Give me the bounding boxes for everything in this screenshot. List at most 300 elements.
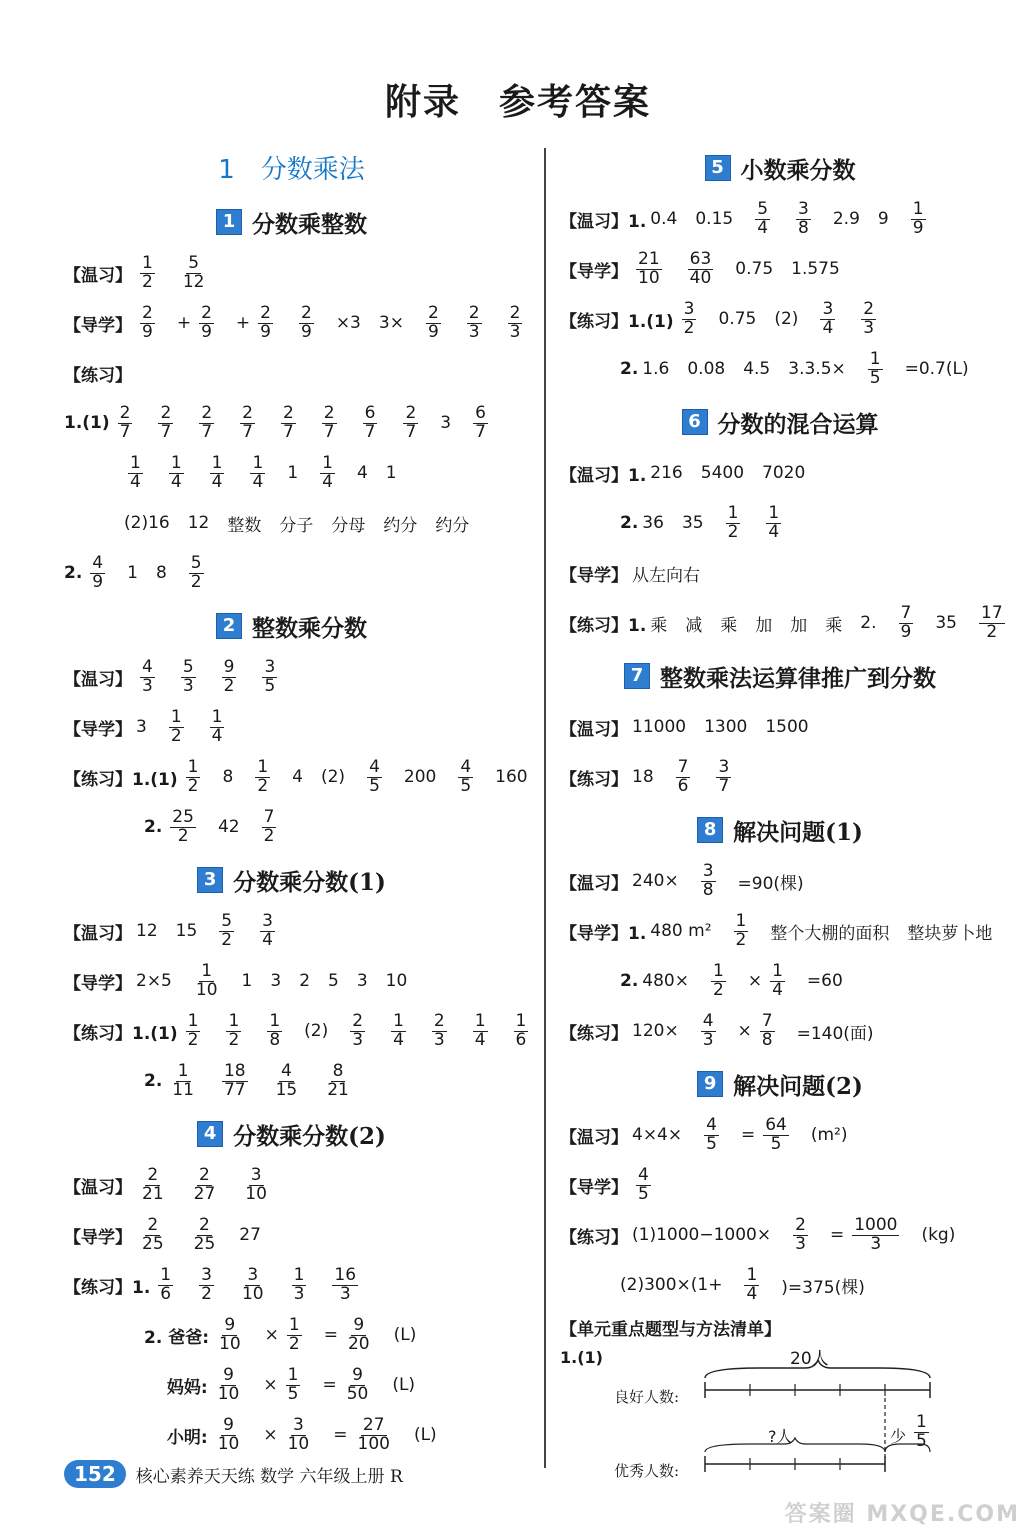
- less-brace: [885, 1444, 930, 1452]
- total-label: 20人: [790, 1349, 829, 1369]
- left-column: [64, 150, 528, 1460]
- answer-text: 约分: [383, 515, 418, 536]
- numerator: 64: [765, 1114, 787, 1135]
- unknown-count-label: ?人: [768, 1427, 793, 1446]
- fraction: [744, 1264, 759, 1304]
- answer-item: [414, 1425, 437, 1445]
- fraction: [676, 756, 691, 796]
- answer-item: [263, 1375, 277, 1395]
- denominator: 4: [772, 979, 783, 1000]
- answer-text: 约分: [435, 515, 470, 536]
- answer-tag: 【练习】1.: [560, 615, 647, 636]
- answer-tag: 【练习】: [560, 1227, 628, 1248]
- fraction: [189, 552, 204, 592]
- denominator: 5: [264, 675, 276, 696]
- fraction: [292, 1264, 307, 1304]
- answer-text: 3.3.5×: [788, 359, 846, 379]
- answer-tag: 【练习】: [560, 1023, 628, 1044]
- numerator: 17: [981, 602, 1003, 623]
- numerator: 9: [223, 1364, 234, 1385]
- answer-text: =: [333, 1425, 348, 1445]
- good-count-label: 良好人数:: [614, 1388, 680, 1406]
- answer-item: [177, 252, 211, 292]
- answer-text: 2.9: [832, 209, 860, 229]
- fraction: [793, 1214, 808, 1254]
- answer-line: [64, 1310, 519, 1360]
- fraction: [403, 402, 418, 442]
- denominator: 4: [393, 1029, 404, 1050]
- answer-item: [792, 198, 815, 238]
- answer-tag: 【导学】: [64, 315, 132, 336]
- denominator: 4: [746, 1283, 758, 1304]
- denominator: 5: [869, 367, 881, 388]
- numerator: 4: [280, 1060, 292, 1081]
- denominator: 9: [92, 571, 104, 592]
- section-heading: [560, 404, 1000, 440]
- answer-item: [440, 413, 451, 433]
- answer-item: [975, 602, 1009, 642]
- answer-text: 1.575: [791, 259, 840, 279]
- answer-line: [560, 1110, 1000, 1160]
- section-title: 整数乘法运算律推广到分数: [660, 664, 936, 692]
- section-number-badge: 1: [216, 209, 242, 235]
- answer-tag: 【导学】: [560, 261, 628, 282]
- fraction: [286, 1364, 301, 1404]
- numerator: 2: [509, 302, 521, 323]
- answer-text: =90(棵): [737, 873, 804, 894]
- answer-item: [166, 806, 200, 846]
- answer-item: [762, 463, 805, 483]
- section-heading: [64, 608, 519, 644]
- answer-item: [685, 611, 702, 636]
- answer-item: [154, 402, 177, 442]
- denominator: 10: [638, 267, 660, 288]
- right-sections: [560, 150, 1003, 1310]
- numerator: 1: [912, 198, 924, 219]
- answer-item: [254, 302, 277, 342]
- answer-item: [236, 1264, 270, 1304]
- denominator: 50: [346, 1383, 369, 1404]
- section-number-badge: 4: [197, 1121, 223, 1147]
- answer-item: [759, 1114, 793, 1154]
- numerator: 2: [201, 302, 212, 323]
- answer-line: [560, 1260, 1000, 1310]
- total-brace: [705, 1360, 930, 1378]
- answer-text: 减: [685, 615, 703, 636]
- denominator: 2: [142, 271, 153, 292]
- answer-text: (m²): [810, 1125, 848, 1145]
- answer-item: [383, 511, 417, 536]
- answer-line: [64, 652, 519, 702]
- answer-item: [333, 1425, 347, 1445]
- numerator: 1: [211, 452, 223, 473]
- answer-item: [504, 302, 527, 342]
- numerator: 7: [263, 806, 275, 827]
- answer-text: 乘: [825, 615, 843, 636]
- denominator: 2: [735, 929, 747, 950]
- denominator: 11: [172, 1079, 194, 1100]
- answer-line: [64, 906, 519, 956]
- answer-item: [206, 452, 229, 492]
- answer-item: [632, 1125, 682, 1145]
- numerator: 1: [257, 756, 269, 777]
- answer-item: [206, 706, 229, 746]
- answer-item: [258, 806, 281, 846]
- numerator: 2: [323, 402, 335, 423]
- answer-item: [907, 198, 930, 238]
- numerator: 4: [702, 1010, 714, 1031]
- answer-item: [165, 706, 188, 746]
- fraction: [852, 1214, 899, 1254]
- answer-item: [236, 402, 259, 442]
- answer-item: [265, 1325, 279, 1345]
- answer-item: [650, 921, 711, 941]
- numerator: 2: [147, 1164, 159, 1185]
- answer-item: [632, 1164, 655, 1204]
- answer-text: ×: [264, 1325, 279, 1345]
- answer-line: [64, 348, 519, 398]
- answer-line: [64, 1056, 519, 1106]
- numerator: 2: [119, 402, 131, 423]
- answer-line: [64, 398, 519, 448]
- answer-item: [735, 259, 773, 279]
- answer-item: [632, 1225, 771, 1245]
- answer-item: [741, 1125, 755, 1145]
- section-title: 解决问题(1): [733, 818, 863, 846]
- section-number-badge: 8: [697, 817, 723, 843]
- answer-text: 27: [239, 1225, 261, 1245]
- denominator: 21: [142, 1183, 164, 1204]
- answer-item: [632, 561, 700, 586]
- answer-item: [935, 613, 957, 633]
- answer-text: 11000: [632, 717, 687, 737]
- answer-text: 8: [222, 767, 234, 787]
- answer-text: =60: [806, 971, 843, 991]
- section-title: 小数乘分数: [740, 156, 856, 184]
- numerator: 1: [727, 502, 739, 523]
- answer-text: 1: [127, 563, 138, 583]
- answer-line: [64, 802, 519, 852]
- fraction: [688, 248, 714, 288]
- segment-svg: [560, 1348, 1000, 1498]
- answer-item: [650, 463, 682, 483]
- numerator: 1: [869, 348, 881, 369]
- numerator: 1: [142, 252, 153, 273]
- answer-tag: 【温习】: [64, 923, 132, 944]
- denominator: 7: [475, 421, 486, 442]
- answer-item: [242, 971, 253, 991]
- answer-text: 35: [681, 513, 704, 533]
- less-label: 少: [890, 1427, 907, 1446]
- chapter-title: 1 分数乘法: [218, 155, 365, 185]
- answer-item: [770, 919, 889, 944]
- numerator: 9: [224, 1314, 236, 1335]
- numerator: 2: [201, 402, 213, 423]
- fraction: [363, 402, 378, 442]
- footer: [64, 1458, 403, 1490]
- denominator: 7: [718, 775, 730, 796]
- fraction: [367, 756, 382, 796]
- answer-line: [560, 194, 1000, 244]
- answer-item: [213, 1314, 247, 1354]
- answer-item: [263, 1425, 277, 1445]
- answer-item: [177, 313, 191, 333]
- answer-text: 240×: [632, 871, 679, 891]
- answer-item: [195, 1264, 218, 1304]
- fraction: [426, 302, 441, 342]
- fraction: [219, 910, 234, 950]
- answer-item: [386, 463, 397, 483]
- fraction: [267, 1010, 282, 1050]
- denominator: 7: [119, 421, 131, 442]
- answer-item: [766, 960, 789, 1000]
- answer-text: 216: [650, 463, 683, 483]
- answer-text: (2): [304, 1021, 329, 1041]
- answer-text: +: [235, 313, 251, 333]
- denominator: 5: [706, 1133, 717, 1154]
- denominator: 2: [228, 1029, 240, 1050]
- answer-line: [560, 906, 1000, 956]
- numerator: 4: [92, 552, 104, 573]
- denominator: 4: [211, 471, 223, 492]
- fraction: [763, 1114, 789, 1154]
- answer-item: [321, 1060, 355, 1100]
- fraction: [140, 1214, 166, 1254]
- fraction: [755, 198, 770, 238]
- fraction: [979, 602, 1005, 642]
- fraction: [199, 302, 214, 342]
- answer-item: [722, 502, 745, 542]
- answer-item: [905, 359, 969, 379]
- fraction: [140, 656, 155, 696]
- section-number-badge: 9: [697, 1071, 723, 1097]
- answer-item: [136, 302, 159, 342]
- answer-line: [560, 1210, 1000, 1260]
- section-title: 解决问题(2): [733, 1072, 863, 1100]
- answer-item: [136, 717, 147, 737]
- denominator: 7: [364, 421, 376, 442]
- answer-item: [642, 513, 664, 533]
- answer-item: [188, 513, 210, 533]
- denominator: 3: [468, 321, 480, 342]
- answer-item: [283, 1314, 306, 1354]
- numerator: 9: [353, 1314, 365, 1335]
- answer-tag: 2.: [620, 513, 639, 533]
- line-segment-diagram: [560, 1348, 1000, 1498]
- numerator: 6: [475, 402, 486, 423]
- fraction: [158, 402, 173, 442]
- fraction: [322, 402, 337, 442]
- fraction: [514, 1010, 529, 1050]
- answer-text: =0.7(L): [904, 359, 969, 379]
- numerator: 3: [293, 1414, 304, 1435]
- section-number-badge: 2: [216, 613, 242, 639]
- answer-item: [342, 1314, 376, 1354]
- answer-text: (1)1000−1000×: [632, 1225, 772, 1245]
- answer-item: [185, 552, 208, 592]
- denominator: 4: [170, 471, 182, 492]
- fraction: [192, 1164, 218, 1204]
- numerator: 2: [433, 1010, 445, 1031]
- answer-item: [678, 298, 701, 338]
- fraction: [704, 1114, 719, 1154]
- answer-line: [560, 498, 1000, 548]
- answer-line: [64, 1006, 527, 1056]
- fraction: [217, 1314, 243, 1354]
- answer-tag: 【导学】: [64, 719, 132, 740]
- answer-item: [346, 1010, 369, 1050]
- answer-text: (L): [393, 1325, 417, 1345]
- denominator: 4: [130, 471, 141, 492]
- fraction: [186, 1010, 201, 1050]
- denominator: 9: [912, 217, 924, 238]
- answer-text: 480 m²: [650, 921, 712, 941]
- numerator: 1000: [854, 1214, 898, 1235]
- fraction: [701, 1010, 716, 1050]
- fraction: [432, 1010, 447, 1050]
- numerator: 2: [242, 402, 253, 423]
- unknown-brace: [705, 1438, 885, 1452]
- numerator: 5: [188, 252, 200, 273]
- answer-item: [620, 1275, 722, 1295]
- answer-text: 整个大棚的面积: [770, 923, 890, 944]
- denominator: 3: [509, 321, 521, 342]
- fraction: [770, 960, 785, 1000]
- answer-item: [188, 1164, 222, 1204]
- denominator: 3: [863, 317, 875, 338]
- answer-item: [363, 756, 386, 796]
- fraction: [240, 1264, 266, 1304]
- answer-text: 4: [292, 767, 303, 787]
- answer-text: 160: [495, 767, 528, 787]
- answer-text: 3×: [378, 313, 404, 333]
- answer-tag: 【导学】: [64, 973, 132, 994]
- numerator: 1: [130, 452, 141, 473]
- numerator: 1: [768, 502, 780, 523]
- numerator: 1: [201, 960, 213, 981]
- answer-item: [632, 717, 686, 737]
- answer-text: =: [829, 1225, 845, 1245]
- denominator: 8: [269, 1029, 281, 1050]
- answer-item: [682, 513, 704, 533]
- denominator: 4: [252, 471, 264, 492]
- less-frac-den: 5: [916, 1430, 927, 1451]
- answer-line: [64, 1210, 519, 1260]
- numerator: 25: [172, 806, 194, 827]
- answer-item: [921, 1225, 955, 1245]
- section-title: 分数乘分数(2): [233, 1122, 386, 1150]
- answer-item: [718, 309, 756, 329]
- answer-item: [292, 767, 303, 787]
- answer-item: [650, 209, 677, 229]
- answer-item: [165, 452, 188, 492]
- answer-item: [212, 1364, 246, 1404]
- answer-text: ×: [737, 1021, 752, 1041]
- answer-text: 分母: [331, 515, 366, 536]
- right-column: [560, 140, 1003, 1498]
- answer-item: [190, 960, 224, 1000]
- answer-item: [704, 717, 747, 737]
- numerator: 3: [201, 1264, 212, 1285]
- denominator: 5: [770, 1133, 782, 1154]
- fraction: [734, 910, 749, 950]
- denominator: 77: [223, 1079, 246, 1100]
- answer-text: +: [176, 313, 192, 333]
- section-heading: [64, 204, 519, 240]
- section-title: 分数的混合运算: [717, 410, 879, 438]
- numerator: 1: [322, 452, 333, 473]
- answer-item: [331, 511, 365, 536]
- answer-text: =: [322, 1375, 337, 1395]
- numerator: 8: [332, 1060, 344, 1081]
- excellent-count-label: 优秀人数:: [614, 1462, 680, 1480]
- fraction: [170, 1060, 196, 1100]
- answer-item: [218, 1060, 252, 1100]
- answer-item: [807, 971, 843, 991]
- answer-tag: 【练习】1.: [64, 1277, 151, 1298]
- numerator: 1: [515, 1010, 527, 1031]
- answer-item: [672, 756, 695, 796]
- fraction: [262, 656, 277, 696]
- answer-item: [632, 871, 679, 891]
- answer-tag: 【练习】1.(1): [64, 769, 178, 790]
- denominator: 9: [900, 621, 912, 642]
- answer-item: [687, 359, 725, 379]
- numerator: 7: [677, 756, 689, 777]
- fraction: [320, 452, 335, 492]
- numerator: 1: [187, 1010, 199, 1031]
- answer-tag: 【温习】: [560, 873, 628, 894]
- denominator: 4: [211, 725, 223, 746]
- answer-item: [282, 1364, 305, 1404]
- answer-text: 1500: [765, 717, 809, 737]
- answer-tag: 2.: [620, 971, 639, 991]
- answer-text: 整块萝卜地: [907, 923, 993, 944]
- fraction: [255, 756, 270, 796]
- denominator: 3: [795, 1233, 806, 1254]
- fraction: [199, 402, 214, 442]
- fraction: [140, 302, 155, 342]
- answer-text: 1: [241, 971, 253, 991]
- answer-item: [404, 767, 436, 787]
- numerator: 1: [713, 960, 724, 981]
- denominator: 2: [288, 1333, 300, 1354]
- answer-item: [642, 359, 669, 379]
- numerator: 3: [822, 298, 834, 319]
- answer-text: (2): [320, 767, 346, 787]
- numerator: 1: [735, 910, 747, 931]
- denominator: 9: [427, 321, 439, 342]
- numerator: 1: [187, 756, 199, 777]
- answer-text: 1: [385, 463, 397, 483]
- denominator: 10: [287, 1433, 310, 1454]
- numerator: 2: [863, 298, 875, 319]
- numerator: 2: [282, 402, 294, 423]
- answer-text: 480×: [642, 971, 689, 991]
- denominator: 5: [287, 1383, 299, 1404]
- answer-item: [701, 463, 744, 483]
- answer-item: [218, 656, 241, 696]
- fraction: [899, 602, 914, 642]
- denominator: 2: [713, 979, 724, 1000]
- answer-text: 15: [175, 921, 198, 941]
- answer-item: [124, 452, 147, 492]
- denominator: 4: [474, 1029, 486, 1050]
- section-heading: [560, 150, 1000, 186]
- answer-text: 8: [155, 563, 167, 583]
- answer-item: [258, 656, 281, 696]
- fraction: [701, 860, 716, 900]
